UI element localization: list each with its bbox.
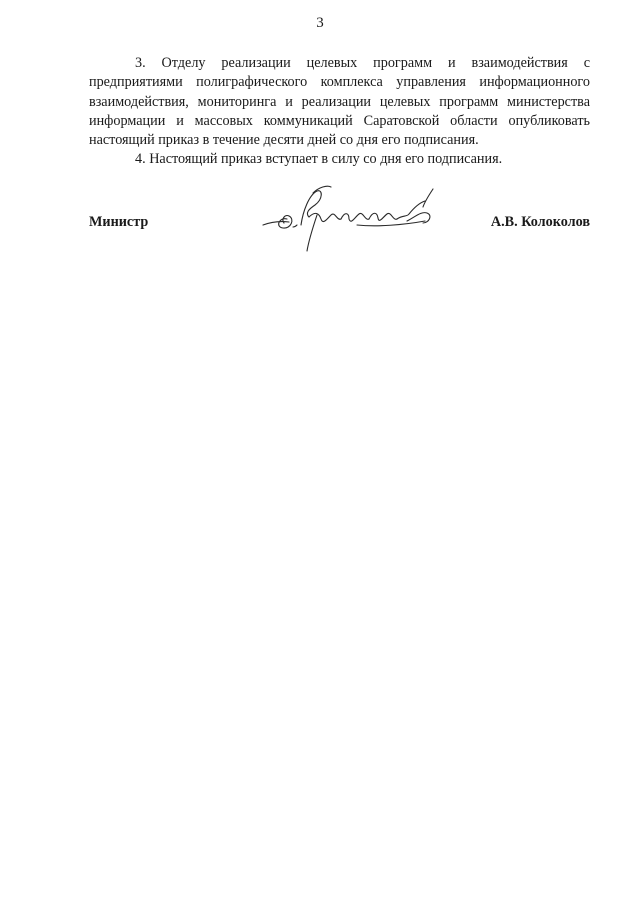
page-number: 3 [316, 15, 324, 31]
handwritten-signature [257, 181, 447, 261]
paragraph-4: 4. Настоящий приказ вступает в силу со дня его подписания. [135, 151, 503, 168]
paragraph-3: 3. Отделу реализации целевых программ и взаимодействия с предприятиями полиграфического комплекса управления информационного взаимодействия, мониторинга и реализации целевых программ министерства информации и массовых коммуникаций Саратовской области опубликовать настоящий приказ в течение десяти дней со дня его подписания. [89, 55, 590, 149]
signatory-title: Министр [89, 214, 149, 230]
document-body [89, 54, 590, 170]
signatory-name: А.В. Колоколов [490, 214, 590, 230]
signature-block [89, 211, 590, 271]
